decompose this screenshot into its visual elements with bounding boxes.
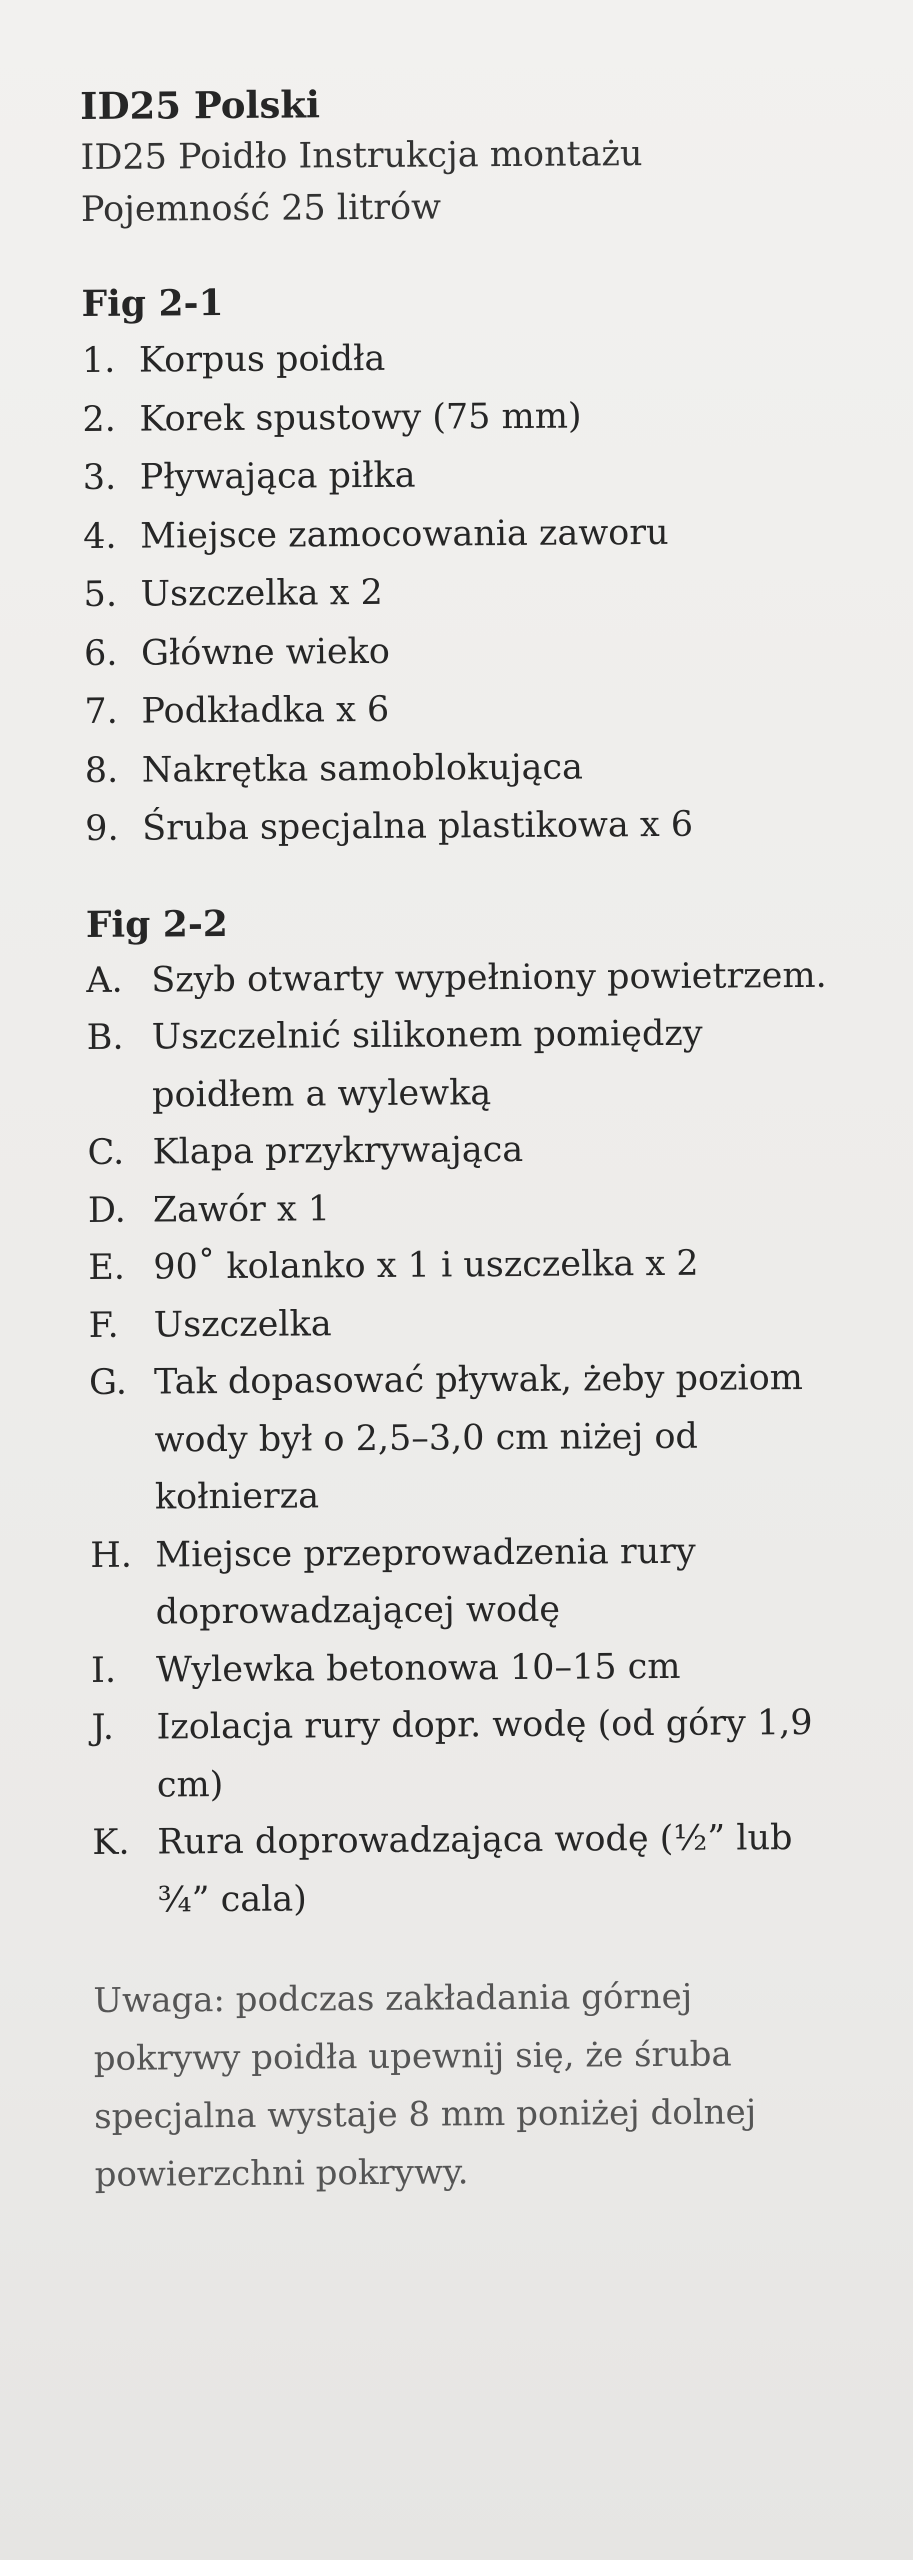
list-item — [88, 1235, 848, 1298]
fig-2-1-list — [82, 327, 846, 859]
list-item — [89, 1350, 850, 1528]
item-text: Szyb otwarty wypełniony powietrzem. — [151, 955, 827, 1001]
item-text: 90˚ kolanko x 1 i uszczelka x 2 — [153, 1243, 699, 1288]
list-item — [87, 1120, 847, 1183]
item-marker: 5. — [83, 574, 118, 615]
item-text: Pływająca piłka — [139, 455, 416, 498]
item-marker: K. — [92, 1822, 130, 1863]
list-item — [88, 1292, 848, 1355]
item-text: Podkładka x 6 — [141, 689, 390, 732]
fig-2-2-title: Fig 2-2 — [85, 902, 229, 946]
item-marker: 8. — [84, 750, 119, 791]
item-marker: C. — [87, 1132, 125, 1173]
list-item — [82, 385, 842, 449]
item-marker: I. — [90, 1650, 117, 1691]
fig-2-2-list — [86, 947, 853, 1930]
item-marker: E. — [88, 1247, 126, 1288]
item-text: Rura doprowadzająca wodę (½” lub ¾” cala) — [157, 1818, 793, 1921]
item-text: Nakrętka samoblokująca — [141, 747, 584, 791]
list-item — [82, 327, 842, 391]
document-subtitle: ID25 Poidło Instrukcja montażu — [80, 134, 643, 178]
list-item — [85, 736, 845, 800]
item-marker: J. — [91, 1707, 115, 1748]
item-marker: F. — [88, 1305, 119, 1346]
list-item — [90, 1522, 851, 1642]
list-item — [83, 444, 843, 508]
list-item — [86, 947, 846, 1010]
item-text: Miejsce przeprowadzenia rury doprowadzającej wodę — [155, 1531, 696, 1633]
item-marker: G. — [88, 1362, 128, 1403]
item-text: Uszczelka x 2 — [140, 572, 383, 615]
document-title: ID25 Polski — [80, 82, 321, 128]
list-item — [84, 678, 844, 742]
item-marker: 2. — [82, 399, 116, 440]
list-item — [84, 619, 844, 683]
item-text: Główne wieko — [140, 631, 391, 674]
item-marker: B. — [86, 1017, 124, 1058]
item-marker: 4. — [83, 516, 117, 557]
item-marker: 1. — [81, 340, 116, 381]
list-item — [83, 561, 843, 625]
manual-content — [80, 75, 855, 2238]
list-item — [86, 1005, 847, 1125]
item-text: Korpus poidła — [138, 338, 386, 381]
item-text: Tak dopasować pływak, żeby poziom wody był o 2,5–3,0 cm niżej od kołnierza — [153, 1357, 804, 1518]
item-marker: 3. — [82, 457, 117, 498]
list-item — [88, 1177, 848, 1240]
fig-2-1-section — [81, 271, 845, 859]
list-item — [83, 502, 843, 566]
installation-note: Uwaga: podczas zakładania górnej pokrywy poidła upewnij się, że śruba specjalna wystaje 8 mm poniżej dolnej powierzchni pokrywy. — [93, 1976, 757, 2195]
list-item — [85, 795, 845, 859]
item-marker: H. — [90, 1535, 133, 1576]
capacity-line: Pojemność 25 litrów — [80, 187, 442, 230]
item-text: Zawór x 1 — [152, 1188, 331, 1231]
item-marker: 6. — [83, 633, 118, 674]
fig-2-2-section — [86, 891, 853, 1930]
item-text: Uszczelnić silikonem pomiędzy poidłem a wylewką — [151, 1013, 703, 1116]
list-item — [92, 1810, 853, 1930]
item-text: Miejsce zamocowania zaworu — [140, 512, 669, 557]
list-item — [91, 1637, 851, 1700]
item-text: Śruba specjalna plastikowa x 6 — [142, 804, 694, 849]
item-text: Wylewka betonowa 10–15 cm — [155, 1646, 681, 1691]
item-marker: D. — [87, 1190, 126, 1231]
item-text: Klapa przykrywająca — [152, 1129, 524, 1173]
document-header — [80, 75, 841, 236]
fig-2-1-title: Fig 2-1 — [81, 282, 224, 325]
item-marker: 9. — [85, 808, 119, 849]
item-text: Korek spustowy (75 mm) — [139, 396, 582, 440]
list-item — [91, 1695, 852, 1815]
item-text: Izolacja rury dopr. wodę (od góry 1,9 cm) — [156, 1702, 813, 1806]
item-text: Uszczelka — [153, 1303, 332, 1346]
item-marker: 7. — [84, 691, 118, 732]
item-marker: A. — [86, 960, 123, 1001]
